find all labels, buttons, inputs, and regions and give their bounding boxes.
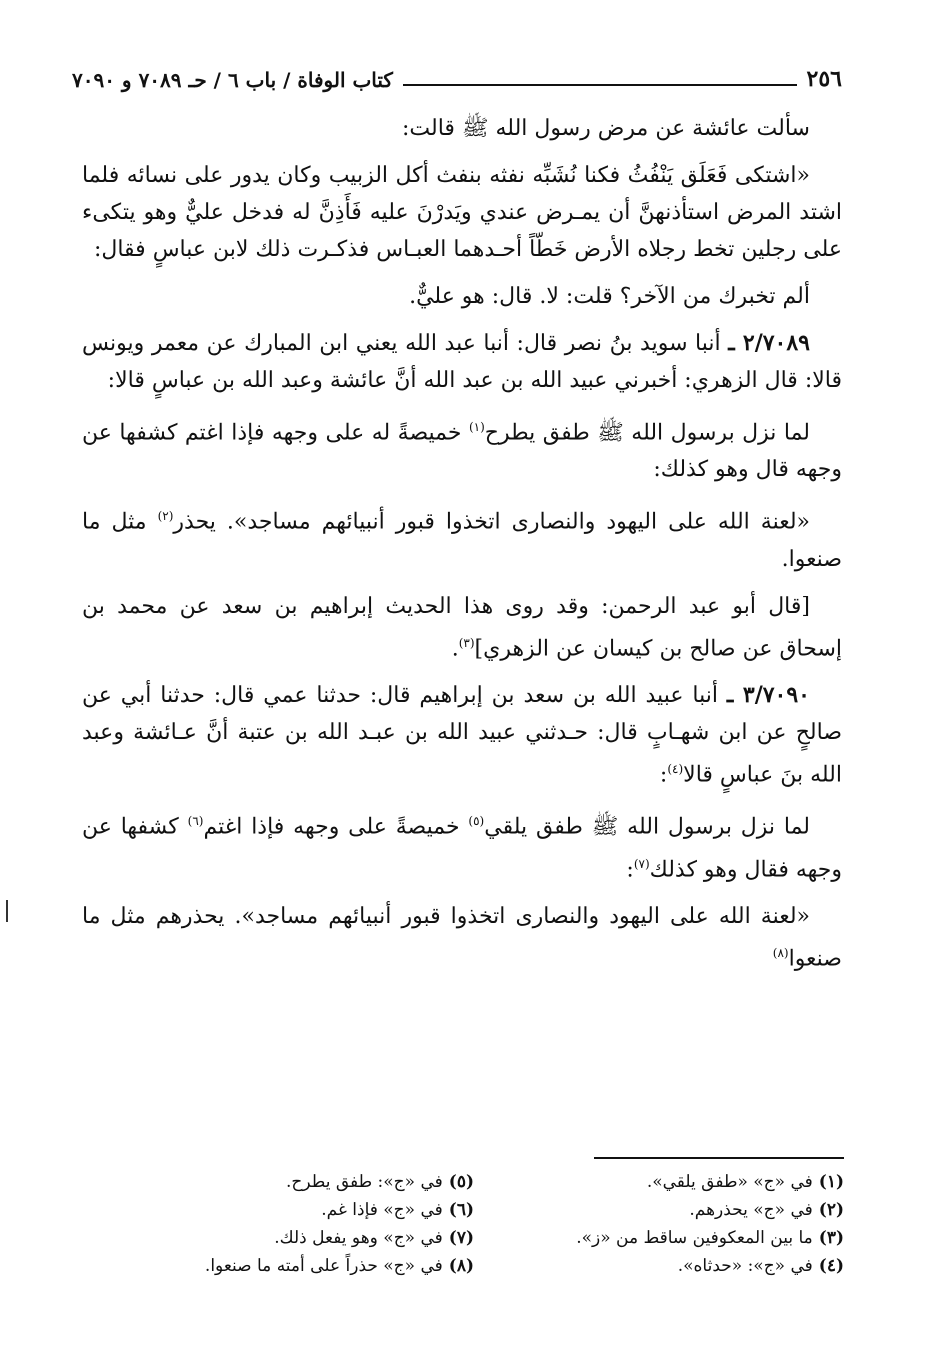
- paragraph-text: «اشتكى فَعَلَق يَنْفُثُ فكنا نُشَبِّه نفثه بنفث أكل الزبيب وكان يدور على نسائه فلما اشتد المرض استأذنهنَّ أن يمـرض عندي ويَدرْنَ عليه فَأَذِنَّ له فدخل عليٌّ وهو يتكىء على رجلين تخط رجلاه الأرض خَطّاً أحـدهما العبـاس فذكـرت ذلك لابن عباسٍ فقال:: [82, 163, 842, 262]
- footnote-number: (٤): [818, 1256, 844, 1276]
- footnote-number: (٥): [448, 1172, 474, 1192]
- paragraph-text: مثل ما صنعوا.: [82, 509, 842, 572]
- footnote-ref[interactable]: (٣): [458, 635, 475, 650]
- paragraph: [82, 278, 842, 315]
- header-rule: [403, 84, 797, 86]
- footnote-number: (٦): [448, 1200, 474, 1220]
- footnote: [474, 1168, 844, 1196]
- hadith-number: ٣/٧٠٩٠ ـ: [726, 681, 810, 708]
- footnote-ref[interactable]: (١): [468, 420, 485, 434]
- footnote: [104, 1196, 474, 1224]
- paragraph: [82, 498, 842, 577]
- running-header: [72, 62, 842, 92]
- paragraph-text: :: [659, 762, 668, 788]
- hadith-paragraph: [82, 325, 842, 399]
- footnote-column-left: [104, 1168, 474, 1280]
- footnote-number: (٢): [818, 1200, 844, 1220]
- footnotes: [84, 1168, 844, 1280]
- paragraph-text: كشفها عن وجهه فقال وهو كذلك: [82, 814, 842, 882]
- footnote-column-right: [474, 1168, 844, 1280]
- paragraph-text: «لعنة الله على اليهود والنصارى اتخذوا قبور أنبيائهم مساجد». يحذرهم مثل ما صنعوا: [82, 903, 842, 972]
- paragraph: [82, 409, 842, 488]
- footnote-text: ما بين المعكوفين ساقط من «ز».: [576, 1228, 813, 1248]
- main-text: [82, 110, 842, 987]
- paragraph-text: أنبا سويد بنُ نصر قال: أنبا عبد الله يعني ابن المبارك عن معمر ويونس قالا: قال الزهري: أخبرني عبيد الله بن عبد الله أنَّ عائشة وعبد الله بن عباسٍ قالا:: [82, 331, 842, 393]
- paragraph: [82, 803, 842, 888]
- paragraph: [82, 157, 842, 268]
- footnote: [104, 1252, 474, 1280]
- footnote: [104, 1168, 474, 1196]
- footnote-separator: [594, 1157, 844, 1159]
- footnote-text: في «ج»: «حدثاه».: [677, 1256, 813, 1276]
- footnote-ref[interactable]: (٦): [187, 814, 204, 829]
- paragraph: [82, 898, 842, 977]
- footnote-text: في «ج» حذراً على أمته ما صنعوا.: [204, 1256, 443, 1276]
- footnote: [474, 1196, 844, 1224]
- footnote-ref[interactable]: (٥): [468, 814, 485, 829]
- footnote-text: في «ج» وهو يفعل ذلك.: [274, 1228, 443, 1248]
- footnote: [104, 1224, 474, 1252]
- footnote-text: في «ج» «طفق يلقي».: [646, 1172, 813, 1192]
- paragraph-text: [قال أبو عبد الرحمن: وقد روى هذا الحديث إبراهيم بن سعد عن محمد بن إسحاق عن صالح بن كيسان عن الزهري]: [82, 593, 842, 661]
- footnote: [474, 1224, 844, 1252]
- paragraph-text: لما نزل برسول الله ﷺ طفق يطرح: [484, 420, 810, 446]
- footnote-text: في «ج» يحذرهم.: [689, 1200, 813, 1220]
- header-title: كتاب الوفاة / باب ٦ / حـ ٧٠٨٩ و ٧٠٩٠: [72, 68, 393, 92]
- hadith-paragraph: [82, 677, 842, 793]
- paragraph-text: أنبا عبيد الله بن سعد بن إبراهيم قال: حدثنا عمي قال: حدثنا أبي عن صالحٍ عن ابن شهـابٍ قال: حـدثني عبيد الله بن عبـد الله بن عتبة أنَّ عـائشة وعبد الله بنَ عباسٍ قالا: [82, 682, 842, 788]
- footnote-number: (٧): [448, 1228, 474, 1248]
- paragraph-text: خميصةً له على وجهه فإذا اغتم كشفها عن وجهه قال وهو كذلك:: [82, 420, 842, 483]
- footnote: [474, 1252, 844, 1280]
- footnote-text: في «ج»: طفق يطرح.: [286, 1172, 443, 1192]
- footnote-ref[interactable]: (٨): [772, 945, 789, 960]
- hadith-number: ٢/٧٠٨٩ ـ: [728, 330, 810, 356]
- paragraph-text: سألت عائشة عن مرض رسول الله ﷺ قالت:: [402, 116, 810, 141]
- paragraph-text: ألم تخبرك من الآخر؟ قلت: لا. قال: هو عليٌّ.: [409, 284, 810, 309]
- footnote-number: (١): [818, 1172, 844, 1192]
- footnote-ref[interactable]: (٧): [633, 856, 650, 871]
- page-number: ٢٥٦: [806, 66, 842, 92]
- paragraph-text: لما نزل برسول الله ﷺ طفق يلقي: [484, 814, 810, 840]
- paragraph: [82, 110, 842, 147]
- footnote-number: (٣): [818, 1228, 844, 1248]
- footnote-text: في «ج» فإذا غم.: [321, 1200, 443, 1220]
- paragraph-text: «لعنة الله على اليهود والنصارى اتخذوا قبور أنبيائهم مساجد». يحذر: [173, 509, 810, 535]
- footnote-ref[interactable]: (٢): [157, 509, 174, 524]
- paragraph-text: .: [451, 635, 459, 661]
- footnote-ref[interactable]: (٤): [667, 761, 684, 776]
- paragraph: [82, 588, 842, 667]
- footnote-number: (٨): [448, 1256, 474, 1276]
- paragraph-text: خميصةً على وجهه فإذا اغتم: [203, 814, 469, 840]
- scan-edge-mark: [6, 900, 8, 922]
- paragraph-text: :: [626, 856, 634, 882]
